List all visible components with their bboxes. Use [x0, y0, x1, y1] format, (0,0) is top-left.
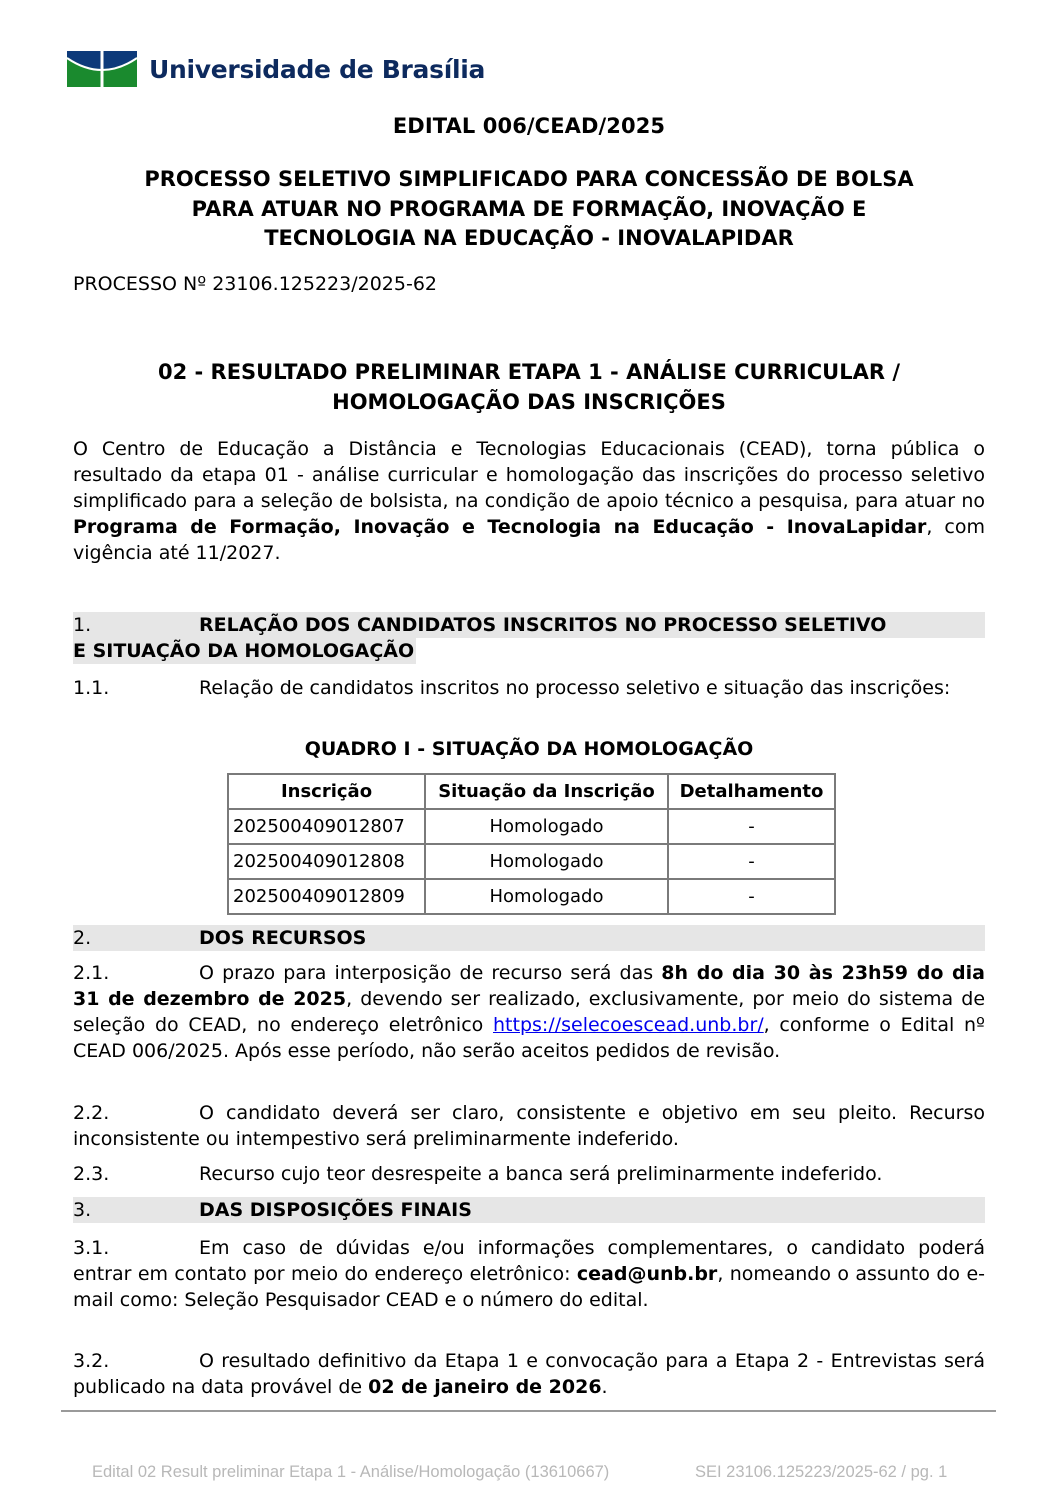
edital-title: EDITAL 006/CEAD/2025 [392, 114, 666, 138]
intro-paragraph: O Centro de Educação a Distância e Tecnologias Educacionais (CEAD), torna pública o resultado da etapa 01 - análise curricular e homologação das inscrições do processo seletivo simplificado para a seleção de bolsista, na condição de apoio técnico a pesquisa, para atuar no Programa de Formação, Inovação e Tecnologia na Educação - InovaLapidar, com vigência até 11/2027. [73, 438, 985, 564]
section-3-header [73, 1197, 985, 1223]
column-header: Situação da Inscrição [425, 774, 668, 809]
section-1-header [73, 612, 985, 664]
table-row [228, 809, 835, 844]
situacao-cell: Homologado [425, 809, 668, 844]
main-title-line: TECNOLOGIA NA EDUCAÇÃO - INOVALAPIDAR [264, 226, 794, 250]
table-row [228, 844, 835, 879]
footer-document-name: Edital 02 Result preliminar Etapa 1 - Análise/Homologação (13610667) [92, 1463, 610, 1481]
inscricao-cell: 202500409012808 [228, 844, 425, 879]
selection-system-link[interactable]: https://selecoescead.unb.br/ [493, 1014, 764, 1036]
situacao-cell: Homologado [425, 844, 668, 879]
result-title [73, 358, 985, 417]
university-name: Universidade de Brasília [149, 54, 486, 84]
result-title-line: HOMOLOGAÇÃO DAS INSCRIÇÕES [332, 389, 726, 414]
main-title-line: PROCESSO SELETIVO SIMPLIFICADO PARA CONCESSÃO DE BOLSA [144, 167, 914, 191]
section-title-cont: E SITUAÇÃO DA HOMOLOGAÇÃO [73, 640, 415, 662]
table-header-row [228, 774, 835, 809]
inscricao-cell: 202500409012809 [228, 879, 425, 914]
homologation-table [227, 773, 836, 915]
detalhamento-cell: - [668, 809, 835, 844]
footer-page-info: SEI 23106.125223/2025-62 / pg. 1 [695, 1463, 948, 1481]
unb-emblem-icon [67, 51, 137, 87]
result-title-line: 02 - RESULTADO PRELIMINAR ETAPA 1 - ANÁLISE CURRICULAR / [157, 360, 900, 384]
item-2-2: 2.2. O candidato deverá ser claro, consistente e objetivo em seu pleito. Recurso inconsistente ou intempestivo será preliminarmente indeferido. [73, 1102, 985, 1150]
item-3-1: 3.1. Em caso de dúvidas e/ou informações complementares, o candidato poderá entrar em contato por meio do endereço eletrônico: cead@unb.br, nomeando o assunto do e-mail como: Seleção Pesquisador CEAD e o número do edital. [73, 1237, 985, 1311]
table-row [228, 879, 835, 914]
inscricao-cell: 202500409012807 [228, 809, 425, 844]
main-title-line: PARA ATUAR NO PROGRAMA DE FORMAÇÃO, INOVAÇÃO E [191, 196, 867, 221]
main-title [73, 165, 985, 254]
section-2-header [73, 925, 985, 951]
item-2-3: 2.3. Recurso cujo teor desrespeite a banca será preliminarmente indeferido. [73, 1163, 883, 1185]
detalhamento-cell: - [668, 879, 835, 914]
section-number: 2. [73, 927, 92, 949]
detalhamento-cell: - [668, 844, 835, 879]
deadline-text: 8h do dia 30 às 23h59 do dia 31 de dezembro de 2025 [73, 962, 985, 1010]
section-number: 3. [73, 1199, 92, 1221]
section-title: DAS DISPOSIÇÕES FINAIS [199, 1199, 472, 1221]
unb-logo [67, 50, 485, 88]
processo-number: PROCESSO Nº 23106.125223/2025-62 [73, 273, 438, 295]
situacao-cell: Homologado [425, 879, 668, 914]
program-name: Programa de Formação, Inovação e Tecnologia na Educação - InovaLapidar [73, 516, 927, 538]
section-number: 1. [73, 614, 92, 636]
section-title: DOS RECURSOS [199, 927, 367, 949]
item-3-2: 3.2. O resultado definitivo da Etapa 1 e convocação para a Etapa 2 - Entrevistas será publicado na data provável de 02 de janeiro de 2026. [73, 1350, 985, 1398]
quadro-title: QUADRO I - SITUAÇÃO DA HOMOLOGAÇÃO [304, 738, 754, 760]
section-title: RELAÇÃO DOS CANDIDATOS INSCRITOS NO PROCESSO SELETIVO [199, 614, 887, 636]
footer-divider [61, 1410, 996, 1412]
column-header: Inscrição [228, 774, 425, 809]
contact-email: cead@unb.br [576, 1263, 718, 1285]
item-2-1: 2.1. O prazo para interposição de recurso será das 8h do dia 30 às 23h59 do dia 31 de dezembro de 2025, devendo ser realizado, exclusivamente, por meio do sistema de seleção do CEAD, no endereço eletrônico https://selecoescead.unb.br/, conforme o Edital nº CEAD 006/2025. Após esse período, não serão aceitos pedidos de revisão. [73, 962, 986, 1062]
result-date: 02 de janeiro de 2026 [368, 1376, 602, 1398]
item-1-1: 1.1. Relação de candidatos inscritos no processo seletivo e situação das inscrições: [73, 677, 951, 699]
column-header: Detalhamento [668, 774, 835, 809]
